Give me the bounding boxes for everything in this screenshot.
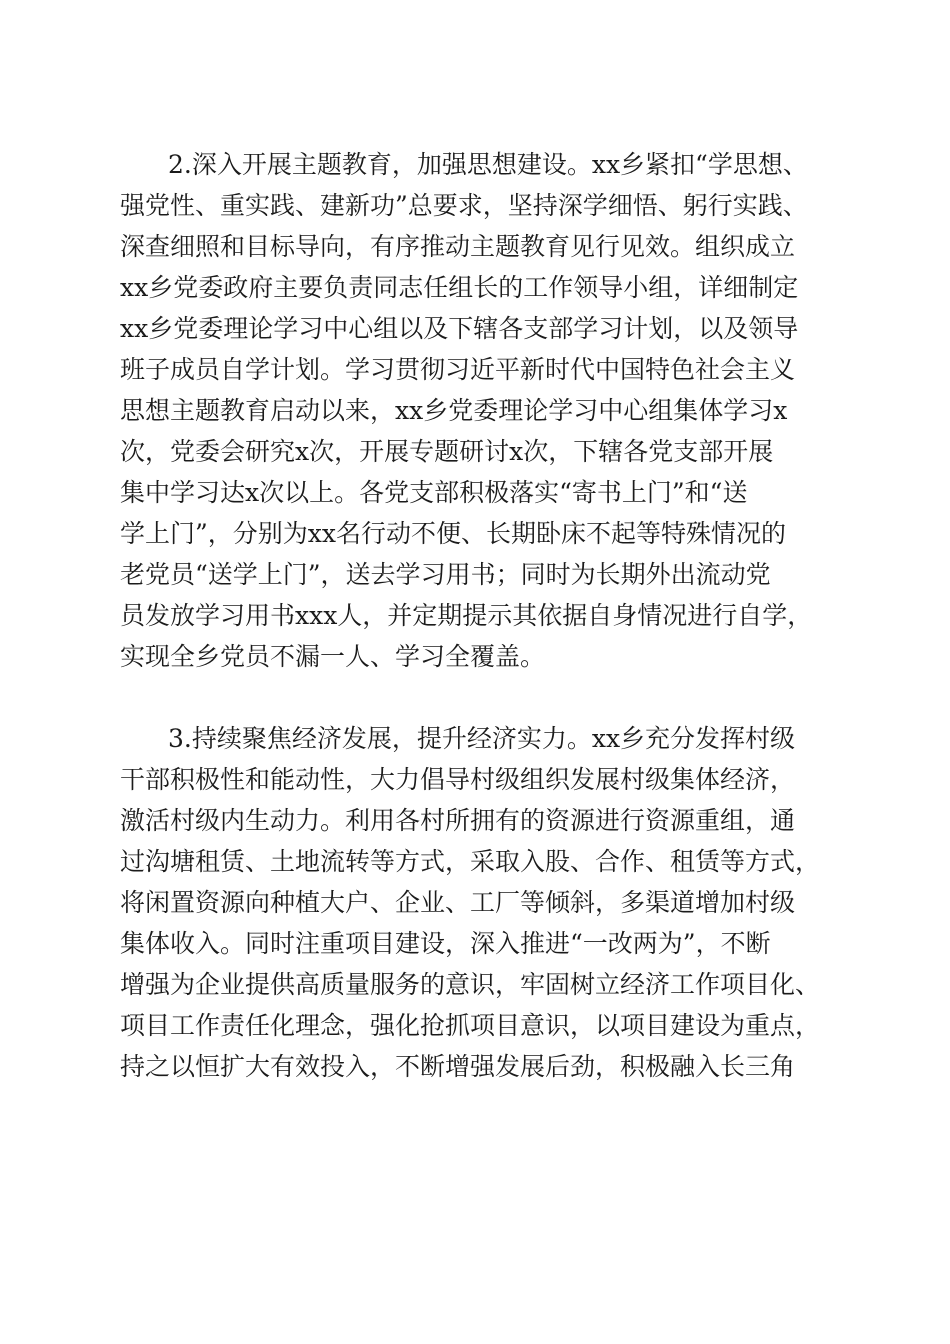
paragraph-1-line-3: 深查细照和目标导向，有序推动主题教育见行见效。组织成立 bbox=[120, 232, 796, 261]
paragraph-2-line-2: 干部积极性和能动性，大力倡导村级组织发展村级集体经济， bbox=[120, 765, 796, 794]
paragraph-1-line-13: 实现全乡党员不漏一人、学习全覆盖。 bbox=[120, 642, 546, 671]
paragraph-2-line-5: 将闲置资源向种植大户、企业、工厂等倾斜，多渠道增加村级 bbox=[120, 888, 796, 917]
paragraph-1-line-12: 员发放学习用书xxx人，并定期提示其依据自身情况进行自学， bbox=[120, 601, 813, 630]
paragraph-1-line-9: 集中学习达x次以上。各党支部积极落实“寄书上门”和“送 bbox=[120, 478, 748, 507]
paragraph-1-line-5: xx乡党委理论学习中心组以及下辖各支部学习计划，以及领导 bbox=[120, 314, 799, 343]
paragraph-2-line-7: 增强为企业提供高质量服务的意识，牢固树立经济工作项目化、 bbox=[120, 970, 821, 999]
paragraph-1-line-2: 强党性、重实践、建新功”总要求，坚持深学细悟、躬行实践、 bbox=[120, 191, 808, 220]
paragraph-1-line-6: 班子成员自学计划。学习贯彻习近平新时代中国特色社会主义 bbox=[120, 355, 796, 384]
paragraph-1-line-11: 老党员“送学上门”，送去学习用书；同时为长期外出流动党 bbox=[120, 560, 771, 589]
paragraph-2-line-1: 3.持续聚焦经济发展，提升经济实力。xx乡充分发挥村级 bbox=[168, 724, 796, 753]
paragraph-2-line-3: 激活村级内生动力。利用各村所拥有的资源进行资源重组，通 bbox=[120, 806, 796, 835]
paragraph-1-line-7: 思想主题教育启动以来，xx乡党委理论学习中心组集体学习x bbox=[120, 396, 788, 425]
paragraph-2-line-6: 集体收入。同时注重项目建设，深入推进“一改两为”，不断 bbox=[120, 929, 771, 958]
paragraph-1-line-10: 学上门”，分别为xx名行动不便、长期卧床不起等特殊情况的 bbox=[120, 519, 786, 548]
paragraph-2-line-4: 过沟塘租赁、土地流转等方式，采取入股、合作、租赁等方式， bbox=[120, 847, 821, 876]
paragraph-2-line-8: 项目工作责任化理念，强化抢抓项目意识，以项目建设为重点， bbox=[120, 1011, 821, 1040]
paragraph-2-line-9: 持之以恒扩大有效投入，不断增强发展后劲，积极融入长三角 bbox=[120, 1052, 796, 1081]
paragraph-1-line-8: 次，党委会研究x次，开展专题研讨x次，下辖各党支部开展 bbox=[120, 437, 774, 466]
paragraph-1-line-1: 2.深入开展主题教育，加强思想建设。xx乡紧扣“学思想、 bbox=[168, 150, 808, 179]
paragraph-1-line-4: xx乡党委政府主要负责同志任组长的工作领导小组，详细制定 bbox=[120, 273, 799, 302]
